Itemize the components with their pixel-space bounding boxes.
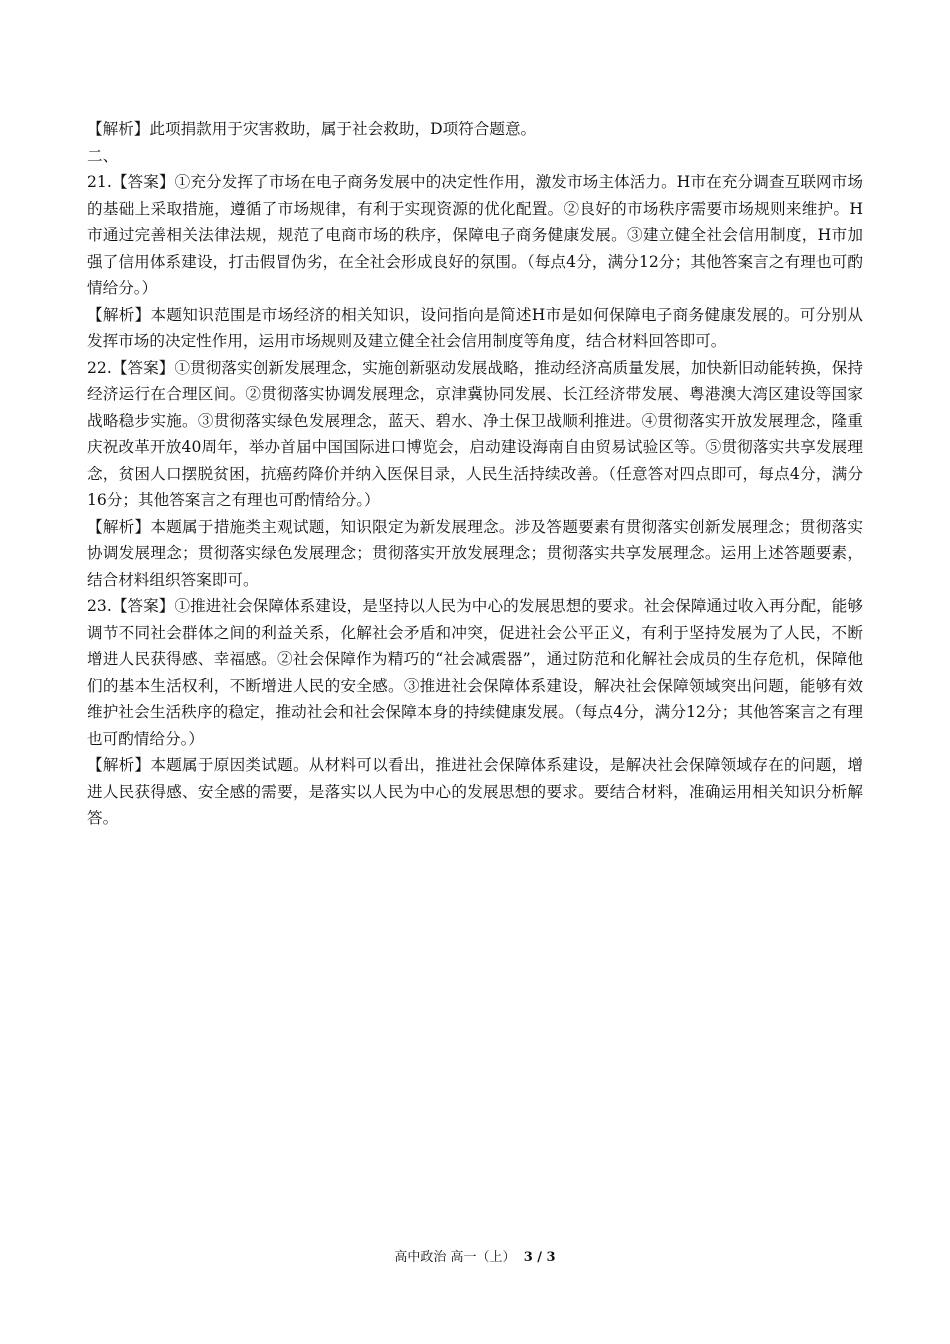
analysis-22: 【解析】本题属于措施类主观试题，知识限定为新发展理念。涉及答题要素有贯彻落实创新发展理念；贯彻落实协调发展理念；贯彻落实绿色发展理念；贯彻落实开放发展理念；贯彻落实共享发展理念。运用上述答题要素，结合材料组织答案即可。 (87, 517, 863, 589)
analysis-prev: 【解析】此项捐款用于灾害救助，属于社会救助，D项符合题意。 (87, 120, 537, 138)
answer-23: 23.【答案】①推进社会保障体系建设，是坚持以人民为中心的发展思想的要求。社会保障通过收入再分配，能够调节不同社会群体之间的利益关系，化解社会矛盾和冲突，促进社会公平正义，有利于坚持发展为了人民，不断增进人民获得感、幸福感。②社会保障作为精巧的“社会减震器”，通过防范和化解社会成员的生存危机，保障他们的基本生活权利，不断增进人民的安全感。③推进社会保障体系建设，解决社会保障领域突出问题，能够有效维护社会生活秩序的稳定，推动社会和社会保障本身的持续健康发展。（每点4分，满分12分；其他答案言之有理也可酌情给分。） (87, 597, 863, 748)
section-heading: 二、 (87, 146, 119, 165)
answer-21: 21.【答案】①充分发挥了市场在电子商务发展中的决定性作用，激发市场主体活力。H市在充分调查互联网市场的基础上采取措施，遵循了市场规律，有利于实现资源的优化配置。②良好的市场秩序需要市场规则来维护。H市通过完善相关法律法规，规范了电商市场的秩序，保障电子商务健康发展。③建立健全社会信用制度，H市加强了信用体系建设，打击假冒伪劣，在全社会形成良好的氛围。（每点4分，满分12分；其他答案言之有理也可酌情给分。） (87, 173, 863, 297)
page-footer (0, 1249, 950, 1267)
analysis-23: 【解析】本题属于原因类试题。从材料可以看出，推进社会保障体系建设，是解决社会保障领域存在的问题，增进人民获得感、安全感的需要，是落实以人民为中心的发展思想的要求。要结合材料，准确运用相关知识分析解答。 (87, 756, 863, 827)
page-number: 3 / 3 (523, 1250, 556, 1265)
footer-subject: 高中政治 高一（上） (394, 1250, 516, 1265)
answer-content (87, 116, 863, 832)
analysis-21: 【解析】本题知识范围是市场经济的相关知识，设问指向是简述H市是如何保障电子商务健康发展的。可分别从发挥市场的决定性作用，运用市场规则及建立健全社会信用制度等角度，结合材料回答即可。 (87, 305, 863, 350)
answer-22: 22.【答案】①贯彻落实创新发展理念，实施创新驱动发展战略，推动经济高质量发展，加快新旧动能转换，保持经济运行在合理区间。②贯彻落实协调发展理念，京津冀协同发展、长江经济带发展、粤港澳大湾区建设等国家战略稳步实施。③贯彻落实绿色发展理念，蓝天、碧水、净土保卫战顺利推进。④贯彻落实开放发展理念，隆重庆祝改革开放40周年，举办首届中国国际进口博览会，启动建设海南自由贸易试验区等。⑤贯彻落实共享发展理念，贫困人口摆脱贫困，抗癌药降价并纳入医保目录，人民生活持续改善。（任意答对四点即可，每点4分，满分16分；其他答案言之有理也可酌情给分。） (87, 358, 863, 509)
